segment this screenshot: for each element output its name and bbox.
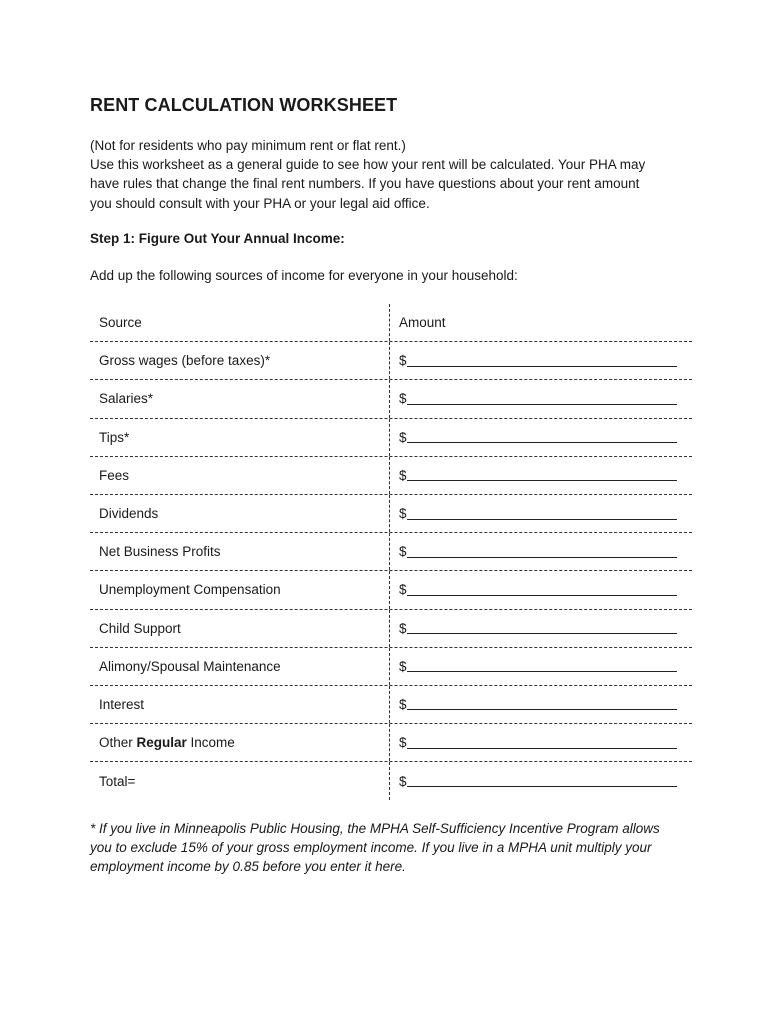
other-bold: Regular [136,735,187,751]
amount-input-line[interactable] [407,546,677,558]
page-title: RENT CALCULATION WORKSHEET [90,95,398,115]
row-source: Interest [90,686,390,723]
row-amount [390,342,692,379]
intro-paragraph [90,136,680,213]
dollar-sign: $ [399,696,407,712]
dollar-sign: $ [399,429,407,445]
table-row [90,724,692,762]
row-source: Child Support [90,610,390,647]
table-row [90,457,692,495]
header-amount: Amount [399,315,446,331]
header-source: Source [90,304,390,341]
row-source: Salaries* [90,380,390,417]
dollar-sign: $ [399,773,407,789]
intro-line-3: you should consult with your PHA or your legal aid office. [90,195,430,211]
row-amount [390,457,692,494]
intro-line-1: Use this worksheet as a general guide to see how your rent will be calculated. Your PHA may [90,157,646,173]
row-source: Alimony/Spousal Maintenance [90,648,390,685]
table-row [90,380,692,418]
amount-input-line[interactable] [407,584,677,596]
step-1-heading: Step 1: Figure Out Your Annual Income: [90,231,345,246]
table-row [90,533,692,571]
table-header-row [90,304,692,342]
table-row [90,419,692,457]
row-amount [390,419,692,456]
dollar-sign: $ [399,658,407,674]
row-source: Net Business Profits [90,533,390,570]
row-amount [390,610,692,647]
dollar-sign: $ [399,544,407,560]
income-table [90,304,692,800]
dollar-sign: $ [399,391,407,407]
dollar-sign: $ [399,506,407,522]
footnote-line-3: employment income by 0.85 before you enter it here. [90,859,406,875]
amount-input-line[interactable] [407,355,677,367]
dollar-sign: $ [399,620,407,636]
other-suffix: Income [186,735,235,751]
table-row [90,610,692,648]
row-amount [390,380,692,417]
row-source: Total= [90,762,390,800]
footnote [90,819,680,877]
amount-input-line[interactable] [407,469,677,481]
dollar-sign: $ [399,735,407,751]
row-source: Gross wages (before taxes)* [90,342,390,379]
table-row [90,495,692,533]
row-amount [390,648,692,685]
other-prefix: Other [99,735,137,751]
footnote-line-2: you to exclude 15% of your gross employment income. If you live in a MPHA unit multiply your [90,840,652,856]
intro-line-2: have rules that change the final rent numbers. If you have questions about your rent amount [90,176,640,192]
amount-input-line[interactable] [407,393,677,405]
row-source: Unemployment Compensation [90,571,390,608]
row-amount [390,571,692,608]
amount-input-line[interactable] [407,622,677,634]
row-amount [390,762,692,800]
amount-input-line[interactable] [407,660,677,672]
dollar-sign: $ [399,467,407,483]
row-amount [390,724,692,761]
footnote-line-1: * If you live in Minneapolis Public Housing, the MPHA Self-Sufficiency Incentive Program allows [90,821,660,836]
table-row [90,571,692,609]
intro-note: (Not for residents who pay minimum rent or flat rent.) [90,138,406,153]
table-row-total [90,762,692,800]
table-row [90,686,692,724]
row-amount [390,533,692,570]
dollar-sign: $ [399,582,407,598]
row-amount [390,495,692,532]
table-row [90,648,692,686]
table-row [90,342,692,380]
instruction-text: Add up the following sources of income for everyone in your household: [90,268,518,283]
row-amount [390,686,692,723]
amount-input-line[interactable] [407,737,677,749]
dollar-sign: $ [399,353,407,369]
row-source: Fees [90,457,390,494]
row-source: Tips* [90,419,390,456]
row-source: Dividends [90,495,390,532]
row-source [90,724,390,761]
amount-input-line[interactable] [407,775,677,787]
amount-input-line[interactable] [407,431,677,443]
amount-input-line[interactable] [407,508,677,520]
amount-input-line[interactable] [407,698,677,710]
